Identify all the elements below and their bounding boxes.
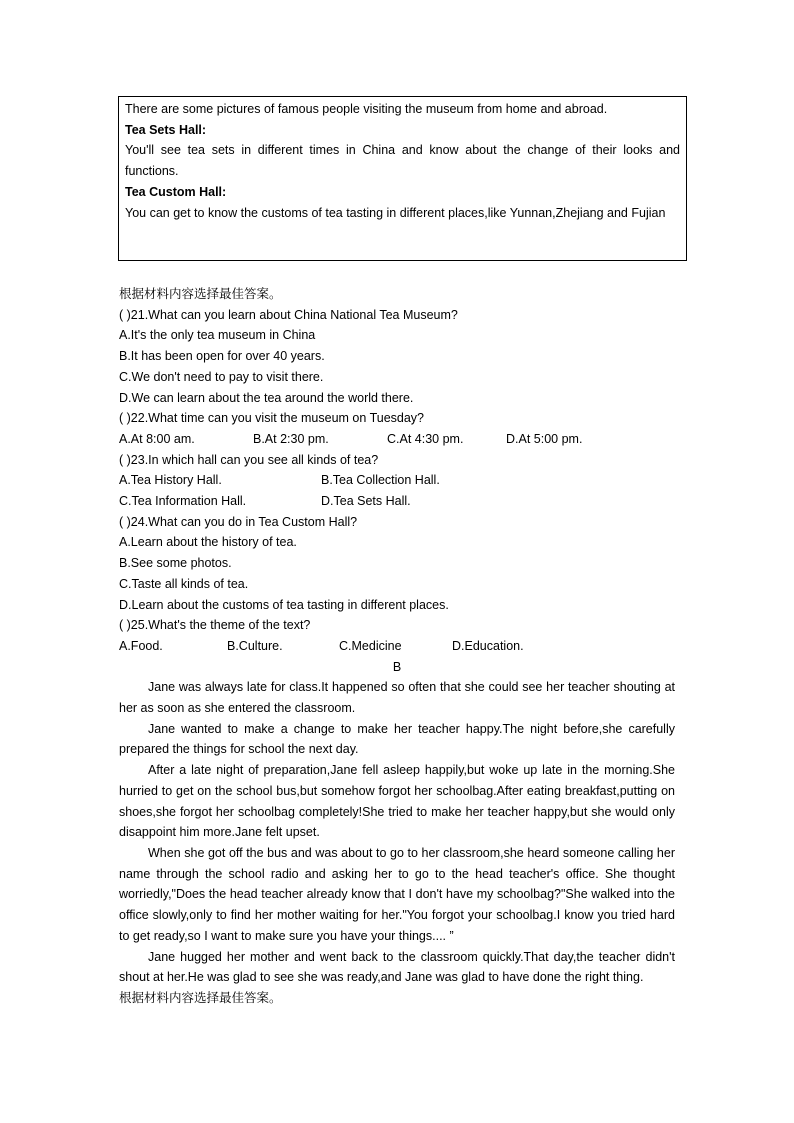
option: B.See some photos. (119, 556, 232, 571)
passage-paragraph: After a late night of preparation,Jane fell asleep happily,but woke up late in the morning.She hurried to get on the school bus,but somehow forgot her schoolbag.After eating breakfast,putting on shoes,she forgot her schoolbag completely!She tried to make her teacher happy,but she would only disappoint him more.Jane felt upset. (119, 763, 675, 840)
box-intro: There are some pictures of famous people visiting the museum from home and abroad. (125, 102, 608, 116)
instruction: 根据材料内容选择最佳答案。 (119, 286, 282, 301)
option: A.It's the only tea museum in China (119, 328, 316, 343)
passage-paragraph: When she got off the bus and was about to go to her classroom,she heard someone calling her name through the school radio and asking her to go to the head teacher's office. She thought worriedly,"Does the head teacher already know that I don't have my schoolbag?"She walked into the office slowly,only to find her mother waiting for her."You forgot your schoolbag.I know you tried hard to get ready,so I want to make sure you have your things.... ” (119, 845, 675, 943)
main-content (119, 284, 675, 1009)
passage-paragraph: Jane was always late for class.It happened so often that she could see her teacher shouting at her as soon as she entered the classroom. (119, 680, 675, 716)
option: C.Tea Information Hall. (119, 494, 247, 509)
option: B.Culture. (227, 638, 283, 653)
question-24: ( )24.What can you do in Tea Custom Hall? (119, 514, 358, 529)
option: D.At 5:00 pm. (506, 431, 583, 446)
question-25: ( )25.What's the theme of the text? (119, 618, 311, 633)
option: B.At 2:30 pm. (253, 431, 329, 446)
option: C.Taste all kinds of tea. (119, 576, 249, 591)
options-row (119, 491, 675, 512)
tea-sets-hall-title: Tea Sets Hall: (125, 122, 207, 137)
option: C.Medicine (339, 638, 402, 653)
question-21: ( )21.What can you learn about China National Tea Museum? (119, 307, 458, 322)
option: B.Tea Collection Hall. (321, 473, 440, 488)
tea-museum-info-box (118, 96, 687, 261)
question-22: ( )22.What time can you visit the museum on Tuesday? (119, 411, 424, 426)
option: D.Education. (452, 638, 524, 653)
tea-sets-hall-text: You'll see tea sets in different times in China and know about the change of their looks and functions. (125, 143, 680, 179)
tea-custom-hall-title: Tea Custom Hall: (125, 184, 227, 199)
option: C.At 4:30 pm. (387, 431, 464, 446)
tea-custom-hall-text: You can get to know the customs of tea tasting in different places,like Yunnan,Zhejiang and Fujian (125, 205, 666, 220)
option: A.Food. (119, 638, 163, 653)
option: D.Tea Sets Hall. (321, 494, 411, 509)
section-label: B (392, 659, 402, 674)
options-row (119, 470, 675, 491)
option: A.Learn about the history of tea. (119, 535, 297, 550)
options-row (119, 636, 675, 657)
option: A.Tea History Hall. (119, 473, 222, 488)
option: D.Learn about the customs of tea tasting in different places. (119, 597, 449, 612)
instruction-2: 根据材料内容选择最佳答案。 (119, 989, 282, 1005)
options-row (119, 429, 675, 450)
passage-paragraph: Jane wanted to make a change to make her teacher happy.The night before,she carefully prepared the things for school the next day. (119, 721, 675, 757)
question-23: ( )23.In which hall can you see all kinds of tea? (119, 452, 379, 467)
option: D.We can learn about the tea around the world there. (119, 390, 414, 405)
option: B.It has been open for over 40 years. (119, 349, 325, 364)
passage-paragraph: Jane hugged her mother and went back to the classroom quickly.That day,the teacher didn't shout at her.He was glad to see she was ready,and Jane was glad to have done the right thing. (119, 949, 675, 985)
option: C.We don't need to pay to visit there. (119, 369, 324, 384)
option: A.At 8:00 am. (119, 431, 195, 446)
